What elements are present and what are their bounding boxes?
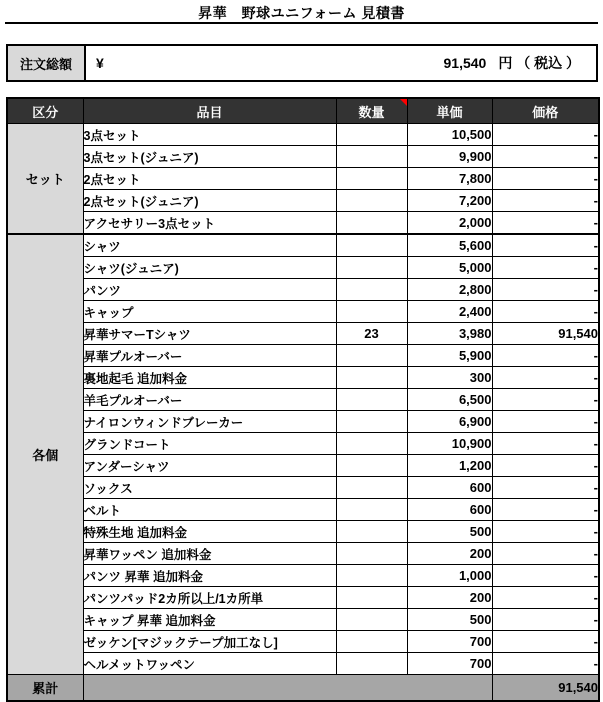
table-row xyxy=(7,279,599,301)
item-cell: 昇華ワッペン 追加料金 xyxy=(83,543,336,565)
price-cell: - xyxy=(492,234,599,257)
unit-price-cell: 1,200 xyxy=(407,455,492,477)
order-total-value xyxy=(86,46,596,80)
quantity-cell[interactable] xyxy=(336,389,407,411)
table-row xyxy=(7,190,599,212)
unit-price-cell: 600 xyxy=(407,477,492,499)
unit-price-cell: 2,000 xyxy=(407,212,492,235)
table-row xyxy=(7,499,599,521)
item-cell: シャツ xyxy=(83,234,336,257)
header-quantity-label: 数量 xyxy=(358,104,385,120)
table-row xyxy=(7,389,599,411)
item-cell: キャップ 昇華 追加料金 xyxy=(83,609,336,631)
price-cell: - xyxy=(492,587,599,609)
price-cell: - xyxy=(492,631,599,653)
table-row xyxy=(7,477,599,499)
unit-price-cell: 600 xyxy=(407,499,492,521)
unit-price-cell: 3,980 xyxy=(407,323,492,345)
table-row xyxy=(7,367,599,389)
item-cell: ナイロンウィンドブレーカー xyxy=(83,411,336,433)
unit-price-cell: 500 xyxy=(407,521,492,543)
table-row xyxy=(7,455,599,477)
table-header-row xyxy=(7,98,599,124)
unit-price-cell: 500 xyxy=(407,609,492,631)
title-divider xyxy=(5,22,598,24)
unit-price-cell: 6,500 xyxy=(407,389,492,411)
unit-price-cell: 2,800 xyxy=(407,279,492,301)
quantity-cell[interactable] xyxy=(336,653,407,675)
category-cell-set: セット xyxy=(7,124,83,235)
price-cell: - xyxy=(492,455,599,477)
quantity-cell[interactable] xyxy=(336,543,407,565)
order-total-suffix: 円 （ 税込 ） xyxy=(498,55,580,71)
unit-price-cell: 200 xyxy=(407,543,492,565)
item-cell: パンツ xyxy=(83,279,336,301)
total-label-cell: 累計 xyxy=(7,675,83,702)
table-row xyxy=(7,631,599,653)
quantity-cell[interactable] xyxy=(336,124,407,146)
category-cell-individual: 各個 xyxy=(7,234,83,675)
header-price: 価格 xyxy=(492,98,599,124)
price-cell: - xyxy=(492,521,599,543)
unit-price-cell: 700 xyxy=(407,631,492,653)
table-row xyxy=(7,257,599,279)
price-cell: - xyxy=(492,279,599,301)
quantity-cell[interactable] xyxy=(336,631,407,653)
price-cell: - xyxy=(492,212,599,235)
table-row xyxy=(7,212,599,235)
quantity-cell[interactable]: 23 xyxy=(336,323,407,345)
header-category: 区分 xyxy=(7,98,83,124)
comment-marker-icon xyxy=(400,99,407,106)
price-cell: - xyxy=(492,499,599,521)
unit-price-cell: 10,900 xyxy=(407,433,492,455)
quantity-cell[interactable] xyxy=(336,455,407,477)
price-cell: - xyxy=(492,653,599,675)
quantity-cell[interactable] xyxy=(336,521,407,543)
table-row xyxy=(7,433,599,455)
price-cell: - xyxy=(492,345,599,367)
unit-price-cell: 5,000 xyxy=(407,257,492,279)
item-cell: 昇華サマーTシャツ xyxy=(83,323,336,345)
unit-price-cell: 1,000 xyxy=(407,565,492,587)
table-row xyxy=(7,146,599,168)
item-cell: 昇華プルオーバー xyxy=(83,345,336,367)
price-cell: - xyxy=(492,477,599,499)
item-cell: シャツ(ジュニア) xyxy=(83,257,336,279)
table-row xyxy=(7,124,599,146)
price-cell: 91,540 xyxy=(492,323,599,345)
price-cell: - xyxy=(492,389,599,411)
table-row xyxy=(7,543,599,565)
table-row xyxy=(7,587,599,609)
quantity-cell[interactable] xyxy=(336,301,407,323)
table-row xyxy=(7,411,599,433)
table-row xyxy=(7,345,599,367)
table-row xyxy=(7,234,599,257)
unit-price-cell: 10,500 xyxy=(407,124,492,146)
estimate-table xyxy=(6,97,600,702)
unit-price-cell: 5,900 xyxy=(407,345,492,367)
unit-price-cell: 200 xyxy=(407,587,492,609)
unit-price-cell: 7,200 xyxy=(407,190,492,212)
table-row xyxy=(7,168,599,190)
item-cell: アンダーシャツ xyxy=(83,455,336,477)
price-cell: - xyxy=(492,168,599,190)
header-item: 品目 xyxy=(83,98,336,124)
item-cell: キャップ xyxy=(83,301,336,323)
price-cell: - xyxy=(492,301,599,323)
item-cell: パンツ 昇華 追加料金 xyxy=(83,565,336,587)
quantity-cell[interactable] xyxy=(336,212,407,235)
quantity-cell[interactable] xyxy=(336,168,407,190)
item-cell: グランドコート xyxy=(83,433,336,455)
unit-price-cell: 700 xyxy=(407,653,492,675)
price-cell: - xyxy=(492,257,599,279)
order-total-label: 注文総額 xyxy=(8,46,86,80)
quantity-cell[interactable] xyxy=(336,234,407,257)
item-cell: ゼッケン[マジックテープ加工なし] xyxy=(83,631,336,653)
quantity-cell[interactable] xyxy=(336,565,407,587)
price-cell: - xyxy=(492,565,599,587)
quantity-cell[interactable] xyxy=(336,345,407,367)
quantity-cell[interactable] xyxy=(336,411,407,433)
total-row xyxy=(7,675,599,702)
item-cell: 2点セット xyxy=(83,168,336,190)
item-cell: 2点セット(ジュニア) xyxy=(83,190,336,212)
table-row xyxy=(7,521,599,543)
table-row xyxy=(7,323,599,345)
price-cell: - xyxy=(492,190,599,212)
table-row xyxy=(7,609,599,631)
item-cell: ベルト xyxy=(83,499,336,521)
quantity-cell[interactable] xyxy=(336,477,407,499)
unit-price-cell: 5,600 xyxy=(407,234,492,257)
unit-price-cell: 6,900 xyxy=(407,411,492,433)
price-cell: - xyxy=(492,124,599,146)
item-cell: 裏地起毛 追加料金 xyxy=(83,367,336,389)
item-cell: ソックス xyxy=(83,477,336,499)
item-cell: 特殊生地 追加料金 xyxy=(83,521,336,543)
table-row xyxy=(7,653,599,675)
item-cell: ヘルメットワッペン xyxy=(83,653,336,675)
table-row xyxy=(7,565,599,587)
table-row xyxy=(7,301,599,323)
order-total-amount-group xyxy=(444,53,581,73)
order-total-box xyxy=(6,44,598,82)
total-value-cell: 91,540 xyxy=(492,675,599,702)
item-cell: 3点セット xyxy=(83,124,336,146)
total-spacer-cell xyxy=(83,675,492,702)
quantity-cell[interactable] xyxy=(336,257,407,279)
price-cell: - xyxy=(492,146,599,168)
quantity-cell[interactable] xyxy=(336,190,407,212)
unit-price-cell: 9,900 xyxy=(407,146,492,168)
quantity-cell[interactable] xyxy=(336,609,407,631)
item-cell: 3点セット(ジュニア) xyxy=(83,146,336,168)
item-cell: 羊毛プルオーバー xyxy=(83,389,336,411)
order-total-amount: 91,540 xyxy=(443,55,487,71)
quantity-cell[interactable] xyxy=(336,367,407,389)
quantity-cell[interactable] xyxy=(336,279,407,301)
quantity-cell[interactable] xyxy=(336,587,407,609)
price-cell: - xyxy=(492,609,599,631)
unit-price-cell: 300 xyxy=(407,367,492,389)
price-cell: - xyxy=(492,543,599,565)
quantity-cell[interactable] xyxy=(336,499,407,521)
price-cell: - xyxy=(492,433,599,455)
currency-symbol: ¥ xyxy=(96,55,104,71)
unit-price-cell: 7,800 xyxy=(407,168,492,190)
header-quantity xyxy=(336,98,407,124)
unit-price-cell: 2,400 xyxy=(407,301,492,323)
price-cell: - xyxy=(492,411,599,433)
page-title: 昇華 野球ユニフォーム 見積書 xyxy=(198,5,405,21)
item-cell: パンツパッド2カ所以上/1カ所単 xyxy=(83,587,336,609)
quantity-cell[interactable] xyxy=(336,146,407,168)
quantity-cell[interactable] xyxy=(336,433,407,455)
header-unit-price: 単価 xyxy=(407,98,492,124)
item-cell: アクセサリー3点セット xyxy=(83,212,336,235)
price-cell: - xyxy=(492,367,599,389)
